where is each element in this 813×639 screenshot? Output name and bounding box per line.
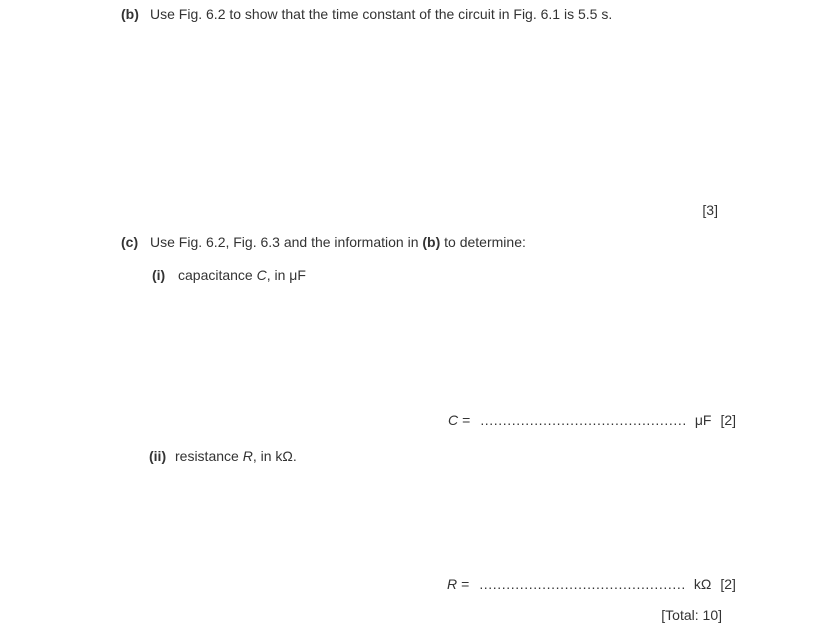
question-c-bold-ref: (b) xyxy=(422,234,441,250)
question-b xyxy=(121,6,612,22)
question-c-text-before: Use Fig. 6.2, Fig. 6.3 and the information in xyxy=(150,234,423,250)
total-marks: [Total: 10] xyxy=(661,607,722,623)
capacitance-answer-symbol: C xyxy=(448,412,459,428)
question-c-label: (c) xyxy=(121,234,139,250)
capacitance-symbol: C xyxy=(256,267,267,283)
answer-dotted-line: .............................................. xyxy=(480,412,687,428)
resistance-unit: kΩ xyxy=(693,576,712,592)
question-b-text: Use Fig. 6.2 to show that the time constant of the circuit in Fig. 6.1 is 5.5 s. xyxy=(150,6,613,22)
capacitance-unit: μF xyxy=(694,412,712,428)
answer-dotted-line: .............................................. xyxy=(479,576,686,592)
resistance-symbol: R xyxy=(242,448,253,464)
question-b-marks: [3] xyxy=(702,202,718,218)
equals-sign: = xyxy=(461,576,470,592)
question-c-i-text-after: , in μF xyxy=(266,267,306,283)
question-c-i-label: (i) xyxy=(152,267,166,283)
question-c-ii xyxy=(149,448,297,464)
resistance-answer-symbol: R xyxy=(447,576,458,592)
question-c-ii-text-before: resistance xyxy=(175,448,243,464)
question-c-i-marks: [2] xyxy=(720,412,737,428)
question-b-label: (b) xyxy=(121,6,139,22)
question-c-i-text xyxy=(178,267,306,283)
equals-sign: = xyxy=(462,412,471,428)
question-c-ii-marks: [2] xyxy=(720,576,736,592)
question-c-i-text-before: capacitance xyxy=(178,267,257,283)
question-c-i xyxy=(152,267,306,283)
answer-line-resistance xyxy=(447,576,736,592)
question-c xyxy=(121,234,526,250)
question-c-text-after: to determine: xyxy=(440,234,526,250)
question-c-ii-label: (ii) xyxy=(149,448,167,464)
question-c-ii-text xyxy=(175,448,297,464)
answer-line-capacitance xyxy=(448,412,736,428)
question-c-text xyxy=(150,234,526,250)
question-c-ii-text-after: , in kΩ. xyxy=(252,448,297,464)
